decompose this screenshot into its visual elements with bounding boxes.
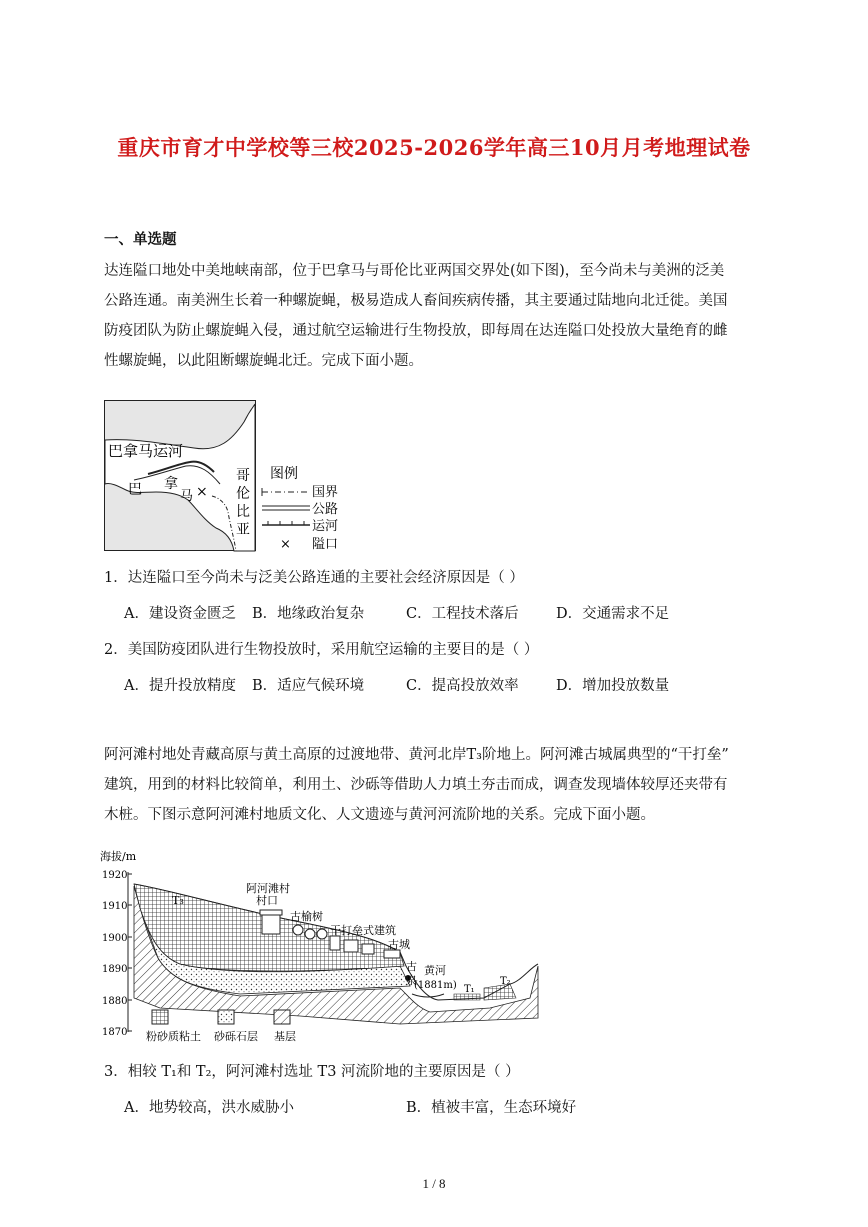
map-colombia-char: 伦 xyxy=(236,486,250,502)
legend-highway-label: 公路 xyxy=(312,502,339,517)
passage-2-line: 建筑，用到的材料比较简单，利用土、沙砾等借助人力填土夯击而成，调查发现墙体较厚还夹带有 xyxy=(104,777,728,793)
old-elm-icon xyxy=(293,925,303,935)
terrace-profile-figure xyxy=(100,848,550,1044)
passage-1-line: 公路连通。南美洲生长着一种螺旋蝇，极易造成人畜间疾病传播，其主要通过陆地向北迁徙。美国 xyxy=(104,293,728,309)
y-tick-label: 1900 xyxy=(102,933,128,944)
legend-canal-label: 运河 xyxy=(312,519,339,534)
legend-silty-clay: 粉砂质粘土 xyxy=(146,1030,201,1043)
q2-option-d[interactable]: D．增加投放数量 xyxy=(556,678,670,694)
label-village-entrance-2: 村口 xyxy=(256,894,278,907)
map-panama-char: 巴 xyxy=(128,482,142,498)
label-spring-2: 泉 xyxy=(406,974,417,987)
legend-pass-symbol: × xyxy=(280,537,291,552)
map-panama-char: 马 xyxy=(180,489,194,504)
section-heading: 一、单选题 xyxy=(104,231,177,248)
legend-swatch-silty-clay xyxy=(152,1010,168,1024)
y-tick-label: 1880 xyxy=(102,996,128,1007)
q2-option-a[interactable]: A．提升投放精度 xyxy=(124,678,236,694)
map-colombia-char: 亚 xyxy=(236,522,250,538)
passage-2-line: 木桩。下图示意阿河滩村地质文化、人文遗迹与黄河河流阶地的关系。完成下面小题。 xyxy=(104,807,655,823)
q1-option-d[interactable]: D．交通需求不足 xyxy=(556,606,670,622)
label-yellow-river: 黄河 xyxy=(424,964,446,977)
q2-option-b[interactable]: B．适应气候环境 xyxy=(252,678,365,694)
q3-option-b[interactable]: B．植被丰富，生态环境好 xyxy=(406,1100,577,1116)
q3-option-a[interactable]: A．地势较高，洪水威胁小 xyxy=(124,1100,294,1116)
q1-option-b[interactable]: B．地缘政治复杂 xyxy=(252,606,365,622)
label-old-city: 古城 xyxy=(388,938,410,951)
label-spring-1: 古 xyxy=(406,960,417,973)
q1-option-a[interactable]: A．建设资金匮乏 xyxy=(124,606,236,622)
legend-bedrock: 基层 xyxy=(274,1030,296,1043)
y-axis-title: 海拔/m xyxy=(100,850,137,863)
label-t1: T₁ xyxy=(464,984,475,995)
label-village-entrance-1: 阿河滩村 xyxy=(246,882,290,895)
y-tick-label: 1920 xyxy=(102,870,128,881)
passage-2-line: 阿河滩村地处青藏高原与黄土高原的过渡地带、黄河北岸T₃阶地上。阿河滩古城属典型的“干打垒” xyxy=(104,747,729,763)
y-tick-label: 1870 xyxy=(102,1027,128,1038)
ganda-building-icon xyxy=(330,936,340,950)
label-river-level: (1881m) xyxy=(414,980,457,991)
old-city-icon xyxy=(384,950,400,958)
question-1-stem: 1．达连隘口至今尚未与泛美公路连通的主要社会经济原因是（ ） xyxy=(104,570,524,586)
passage-1-line: 防疫团队为防止螺旋蝇入侵，通过航空运输进行生物投放，即每周在达连隘口处投放大量绝育的雌 xyxy=(104,323,728,339)
q1-option-c[interactable]: C．工程技术落后 xyxy=(406,606,519,622)
label-ganda-building: 干打垒式建筑 xyxy=(330,924,396,937)
passage-1 xyxy=(104,256,766,376)
map-legend-title: 图例 xyxy=(270,466,298,482)
darien-map-figure xyxy=(104,400,364,552)
label-t3: T₃ xyxy=(172,894,184,907)
map-canal-label: 巴拿马运河 xyxy=(108,442,184,460)
legend-gravel: 砂砾石层 xyxy=(214,1030,258,1043)
y-tick-label: 1890 xyxy=(102,964,128,975)
q2-option-c[interactable]: C．提高投放效率 xyxy=(406,678,519,694)
label-old-elm: 古榆树 xyxy=(290,910,323,923)
pass-marker: × xyxy=(196,484,208,500)
legend-pass-label: 隘口 xyxy=(312,537,339,552)
label-t2: T₂ xyxy=(500,976,511,987)
map-panama-char: 拿 xyxy=(164,476,178,492)
legend-border-label: 国界 xyxy=(312,485,339,500)
question-3-stem: 3．相较 T₁和 T₂，阿河滩村选址 T3 河流阶地的主要原因是（ ） xyxy=(104,1064,520,1080)
legend-swatch-gravel xyxy=(218,1010,234,1024)
passage-1-line: 性螺旋蝇，以此阻断螺旋蝇北迁。完成下面小题。 xyxy=(104,353,423,369)
y-tick-label: 1910 xyxy=(102,901,128,912)
map-colombia-char: 哥 xyxy=(236,468,250,484)
village-gate-icon xyxy=(262,914,280,934)
question-2-stem: 2．美国防疫团队进行生物投放时，采用航空运输的主要目的是（ ） xyxy=(104,642,539,658)
legend-swatch-bedrock xyxy=(274,1010,290,1024)
page-number: 1 / 8 xyxy=(422,1176,446,1191)
passage-1-line: 达连隘口地处中美地峡南部，位于巴拿马与哥伦比亚两国交界处(如下图)，至今尚未与美洲的泛美 xyxy=(104,263,725,279)
page-title: 重庆市育才中学校等三校2025-2026学年高三10月月考地理试卷 xyxy=(117,135,751,160)
map-colombia-char: 比 xyxy=(236,504,250,520)
passage-2 xyxy=(104,740,766,830)
